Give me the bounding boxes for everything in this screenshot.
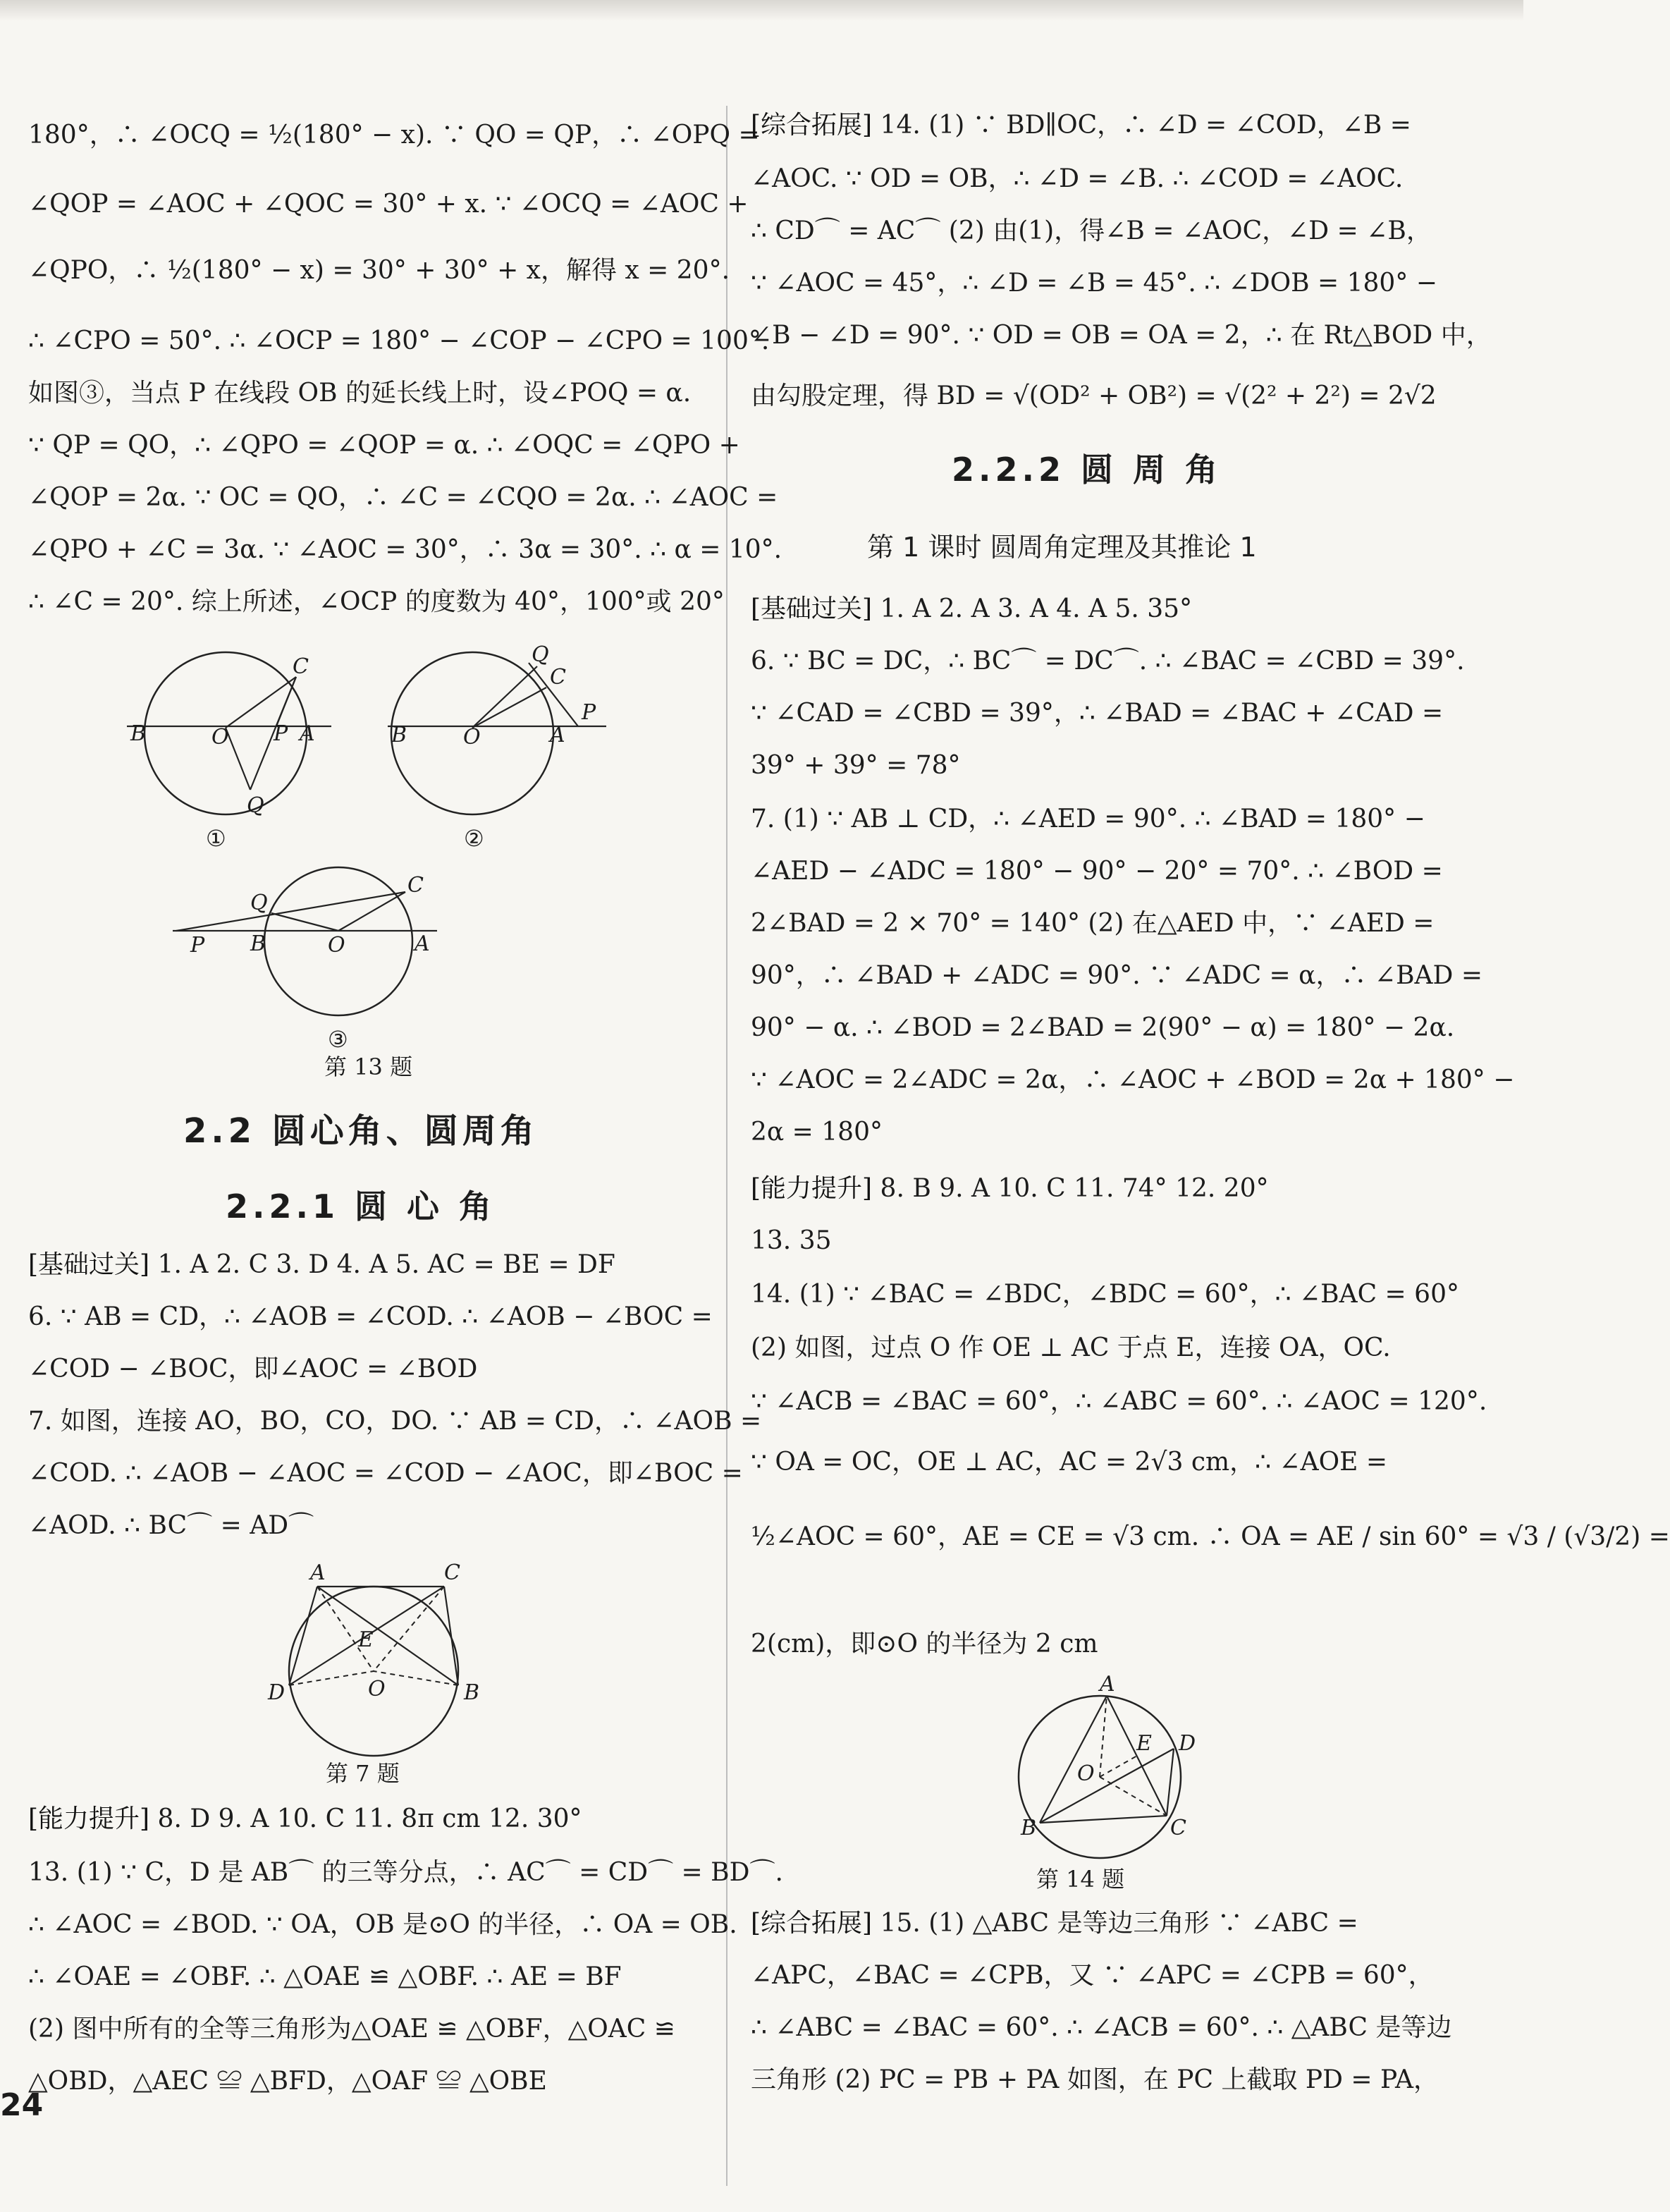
fig13-label-P: P [274, 721, 288, 746]
fig13-label-O: O [463, 725, 481, 750]
text-line: ∴ CD⌒ = AC⌒ (2) 由(1)，得∠B = ∠AOC，∠D = ∠B， [751, 216, 1432, 245]
ability-answers: 8. D 9. A 10. C 11. 8π cm 12. 30° [157, 1804, 582, 1833]
text-line: ∴ ∠ABC = ∠BAC = 60°. ∴ ∠ACB = 60°. ∴ △ABC 是等边 [751, 2013, 1452, 2042]
fig14-label-B: B [1021, 1816, 1037, 1840]
text-line: ∠AOD. ∴ BC⌒ = AD⌒ [28, 1511, 314, 1540]
text-line: 2∠BAD = 2 × 70° = 140° (2) 在△AED 中，∵ ∠AED = [751, 909, 1435, 938]
section-title: 2.2 圆心角、圆周角 [183, 1111, 539, 1151]
text-line: ∠COD − ∠BOC，即∠AOC = ∠BOD [28, 1355, 478, 1383]
fig14-label-A: A [1100, 1672, 1115, 1697]
fig13-sub-1: ① [206, 825, 226, 852]
fig13-caption: 第 13 题 [324, 1053, 413, 1080]
text-line: 13. (1) ∵ C，D 是 AB⌒ 的三等分点，∴ AC⌒ = CD⌒ = BD⌒. [28, 1858, 783, 1887]
text-line: ∠QPO，∴ ½(180° − x) = 30° + 30° + x，解得 x = 20°. [28, 256, 730, 285]
text-line: (2) 图中所有的全等三角形为△OAE ≌ △OBF，△OAC ≌ [28, 2015, 675, 2043]
basic-answers: 1. A 2. C 3. D 4. A 5. AC = BE = DF [157, 1250, 615, 1279]
text-line: ∠B − ∠D = 90°. ∵ OD = OB = OA = 2，∴ 在 Rt△BOD 中， [751, 321, 1492, 350]
fig13-sub-2: ② [464, 825, 484, 852]
subsection-title-221: 2.2.1 圆 心 角 [226, 1187, 496, 1226]
page-number: 24 [0, 2087, 44, 2123]
text-line: 13. 35 [751, 1226, 832, 1255]
text-line: 90° − α. ∴ ∠BOD = 2∠BAD = 2(90° − α) = 180° − 2α. [751, 1013, 1455, 1042]
fig7-caption: 第 7 题 [326, 1760, 400, 1787]
basic-tag: [基础过关] [751, 594, 873, 623]
ext-tag: [综合拓展] [751, 111, 873, 140]
fig13-label-C: C [293, 654, 309, 679]
text-line: ∴ ∠OAE = ∠OBF. ∴ △OAE ≌ △OBF. ∴ AE = BF [28, 1962, 622, 1991]
fig13-label-P: P [190, 933, 205, 958]
subsection-title-222: 2.2.2 圆 周 角 [952, 451, 1222, 489]
text-line: 90°，∴ ∠BAD + ∠ADC = 90°. ∵ ∠ADC = α，∴ ∠BAD = [751, 961, 1483, 990]
fig13-label-B: B [250, 931, 266, 956]
fig13-label-C: C [550, 665, 566, 690]
fig14-label-E: E [1136, 1731, 1152, 1756]
fig7-label-C: C [444, 1560, 460, 1585]
answers-basic-row [751, 594, 1192, 625]
text-line: ½∠AOC = 60°，AE = CE = √3 cm. ∴ OA = AE / sin 60° = √3 / (√3/2) = [751, 1522, 1670, 1551]
text-line-with-tag [751, 1908, 1358, 1939]
fig7-label-A: A [310, 1560, 326, 1585]
lesson-title: 第 1 课时 圆周角定理及其推论 1 [867, 532, 1257, 563]
text-line: 由勾股定理，得 BD = √(OD² + OB²) = √(2² + 2²) = 2√2 [751, 381, 1437, 410]
fig7-label-D: D [268, 1680, 286, 1705]
text-line: 180°，∴ ∠OCQ = ½(180° − x). ∵ QO = QP，∴ ∠OPQ = [28, 121, 760, 149]
answers-ability-row [28, 1804, 582, 1835]
ability-answers: 8. B 9. A 10. C 11. 74° 12. 20° [880, 1174, 1269, 1203]
text-line: ∴ ∠C = 20°. 综上所述，∠OCP 的度数为 40°，100°或 20° [28, 587, 725, 616]
ability-tag: [能力提升] [751, 1174, 873, 1203]
fig7-label-E: E [358, 1627, 374, 1652]
fig13-label-Q: Q [250, 891, 268, 915]
text-line: ∵ QP = QO，∴ ∠QPO = ∠QOP = α. ∴ ∠OQC = ∠QPO + [28, 431, 740, 460]
fig7-label-O: O [368, 1677, 386, 1701]
text-line: 7. 如图，连接 AO，BO，CO，DO. ∵ AB = CD，∴ ∠AOB = [28, 1407, 762, 1436]
fig13-label-B: B [391, 723, 407, 747]
fig13-label-Q: Q [247, 793, 264, 818]
fig13-label-B: B [130, 721, 147, 746]
figure-13 [127, 642, 649, 1086]
text-line: ∠QOP = ∠AOC + ∠QOC = 30° + x. ∵ ∠OCQ = ∠AOC + [28, 190, 749, 219]
ext2-line: 15. (1) △ABC 是等边三角形 ∵ ∠ABC = [880, 1909, 1358, 1938]
text-line: △OBD，△AEC ≌ △BFD，△OAF ≌ △OBE [28, 2067, 547, 2096]
text-line: 2α = 180° [751, 1118, 883, 1147]
text-line: 6. ∵ BC = DC，∴ BC⌒ = DC⌒. ∴ ∠BAC = ∠CBD = 39°. [751, 647, 1465, 676]
ability-tag: [能力提升] [28, 1804, 150, 1833]
ext-line: 14. (1) ∵ BD∥OC，∴ ∠D = ∠COD，∠B = [880, 111, 1411, 140]
text-line: ∵ ∠CAD = ∠CBD = 39°，∴ ∠BAD = ∠BAC + ∠CAD = [751, 699, 1444, 728]
fig14-label-D: D [1179, 1731, 1196, 1756]
text-line: ∠APC，∠BAC = ∠CPB，又 ∵ ∠APC = ∠CPB = 60°， [751, 1961, 1434, 1990]
text-line: ∴ ∠CPO = 50°. ∴ ∠OCP = 180° − ∠COP − ∠CPO = 100°. [28, 326, 770, 355]
fig13-label-A: A [415, 931, 430, 956]
fig7-label-B: B [464, 1680, 480, 1705]
text-line: ∵ ∠AOC = 2∠ADC = 2α，∴ ∠AOC + ∠BOD = 2α + 180° − [751, 1065, 1515, 1094]
text-line: ∠QPO + ∠C = 3α. ∵ ∠AOC = 30°，∴ 3α = 30°. ∴ α = 10°. [28, 535, 782, 564]
text-line: ∵ ∠ACB = ∠BAC = 60°，∴ ∠ABC = 60°. ∴ ∠AOC = 120°. [751, 1387, 1487, 1416]
text-line-with-tag [751, 110, 1411, 141]
text-line: ∠COD. ∴ ∠AOB − ∠AOC = ∠COD − ∠AOC，即∠BOC = [28, 1459, 743, 1488]
text-line: (2) 如图，过点 O 作 OE ⊥ AC 于点 E，连接 OA，OC. [751, 1333, 1391, 1362]
text-line: ∠QOP = 2α. ∵ OC = QO，∴ ∠C = ∠CQO = 2α. ∴ ∠AOC = [28, 483, 778, 512]
fig13-label-O: O [211, 725, 229, 750]
text-line: ∠AED − ∠ADC = 180° − 90° − 20° = 70°. ∴ ∠BOD = [751, 857, 1443, 886]
right-column [740, 0, 1670, 2212]
left-column [0, 0, 783, 2212]
text-line: ∵ OA = OC，OE ⊥ AC，AC = 2√3 cm，∴ ∠AOE = [751, 1448, 1388, 1477]
answers-basic-row [28, 1249, 615, 1281]
fig13-label-O: O [328, 933, 345, 958]
text-line: ∴ ∠AOC = ∠BOD. ∵ OA，OB 是⊙O 的半径，∴ OA = OB. [28, 1910, 737, 1939]
fig14-label-C: C [1170, 1816, 1186, 1840]
text-line: 7. (1) ∵ AB ⊥ CD，∴ ∠AED = 90°. ∴ ∠BAD = 180° − [751, 805, 1425, 833]
ext2-tag: [综合拓展] [751, 1909, 873, 1938]
figure-14 [973, 1672, 1227, 1876]
basic-answers: 1. A 2. A 3. A 4. A 5. 35° [880, 594, 1193, 623]
text-line: 2(cm)，即⊙O 的半径为 2 cm [751, 1630, 1098, 1658]
answers-ability-row [751, 1173, 1269, 1204]
text-line: ∵ ∠AOC = 45°，∴ ∠D = ∠B = 45°. ∴ ∠DOB = 180° − [751, 269, 1437, 298]
text-line: 如图③，当点 P 在线段 OB 的延长线上时，设∠POQ = α. [28, 379, 692, 408]
text-line: 39° + 39° = 78° [751, 751, 961, 780]
figure-7 [254, 1558, 508, 1770]
fig13-sub-3: ③ [328, 1026, 348, 1053]
fig13-label-A: A [300, 721, 315, 746]
text-line: ∠AOC. ∵ OD = OB，∴ ∠D = ∠B. ∴ ∠COD = ∠AOC. [751, 164, 1404, 193]
fig13-label-P: P [582, 700, 596, 725]
text-line: 14. (1) ∵ ∠BAC = ∠BDC，∠BDC = 60°，∴ ∠BAC = 60° [751, 1280, 1459, 1309]
text-line: 6. ∵ AB = CD，∴ ∠AOB = ∠COD. ∴ ∠AOB − ∠BOC = [28, 1302, 713, 1331]
text-line: 三角形 (2) PC = PB + PA 如图，在 PC 上截取 PD = PA， [751, 2065, 1439, 2094]
fig14-caption: 第 14 题 [1036, 1866, 1125, 1893]
fig13-label-Q: Q [532, 642, 549, 667]
basic-tag: [基础过关] [28, 1250, 150, 1279]
fig14-label-O: O [1077, 1761, 1095, 1786]
fig13-label-C: C [407, 873, 424, 898]
fig13-label-A: A [550, 723, 565, 747]
